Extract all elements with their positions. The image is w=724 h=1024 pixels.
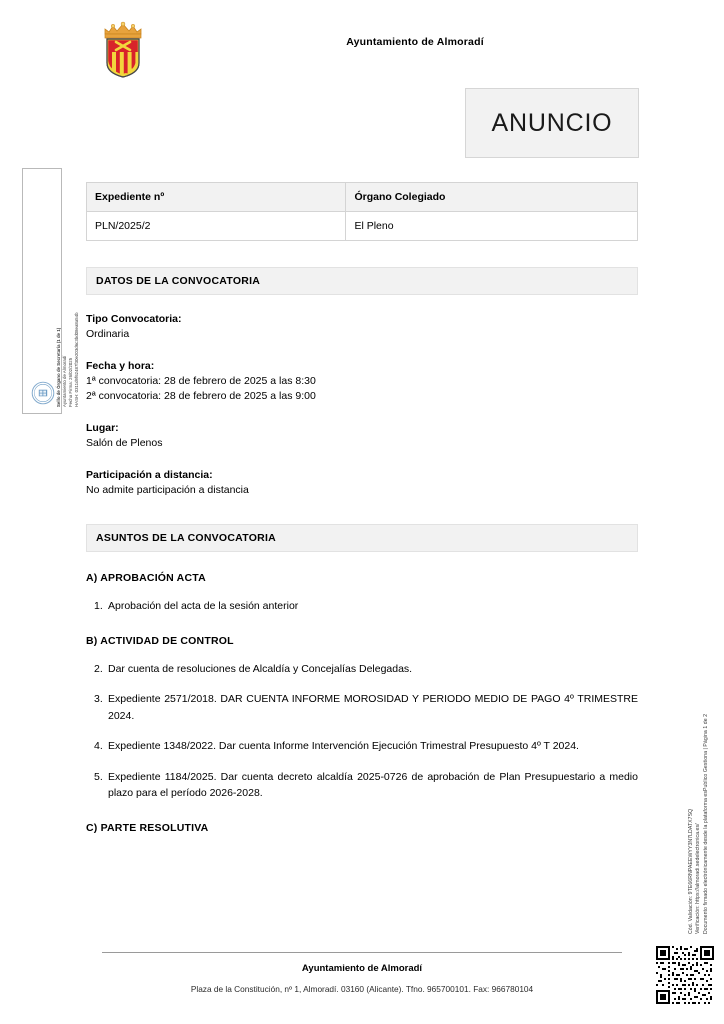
left-signature-sidebar [22,168,80,414]
field-value: No admite participación a distancia [86,484,249,496]
list-item-text: Expediente 2571/2018. DAR CUENTA INFORME MOROSIDAD Y PERIODO MEDIO DE PAGO 4º TRIMESTRE 2024. [108,693,638,722]
left-signature-line-4: HASH: 0311d9f62487f30e203d6c3bd08ea8a54b [74,312,80,407]
list-item [86,598,638,615]
field-fecha-y-hora [86,360,638,404]
field-label: Tipo Convocatoria: [86,313,182,325]
footer-address: Plaza de la Constitución, nº 1, Almoradí. 03160 (Alicante). Tfno. 965700101. Fax: 966780104 [190,984,534,994]
part-heading-b: B) ACTIVIDAD DE CONTROL [86,634,234,647]
list-item [86,738,638,755]
table-row [87,212,638,241]
right-signature-sidebar [664,636,709,936]
list-item-text: Aprobación del acta de la sesión anterior [108,600,299,612]
left-signature-line-3: Fecha Firma: 26/02/2025 [68,357,74,407]
footer-title: Ayuntamiento de Almoradí [301,963,423,974]
field-value: Salón de Plenos [86,437,163,449]
part-heading-c: C) PARTE RESOLUTIVA [86,821,209,834]
verification-url-line: Verificación: https://almoradi.sedelectronica.es/ [695,823,702,934]
expediente-table [86,182,638,241]
anuncio-badge [465,88,639,158]
field-value-segunda-convocatoria: 2ª convocatoria: 28 de febrero de 2025 a las 9:00 [86,390,316,402]
left-signature-line-2: Ayuntamiento de Almoradí [62,355,68,407]
list-item [86,661,638,678]
list-item-number: 5. [94,770,103,783]
left-signature-text-wrap [23,169,80,415]
official-round-seal-icon [31,381,55,405]
section-bar-datos: DATOS DE LA CONVOCATORIA [86,267,638,295]
coat-of-arms-almoradi-icon [96,18,150,80]
qr-code-icon [656,946,714,1004]
left-signature-rotated-text [56,222,80,407]
list-item-text: Expediente 1348/2022. Dar cuenta Informe Intervención Ejecución Trimestral Presupuesto 4º T 2024. [108,740,579,752]
validation-code-line: Cód. Validación: 9TE66RNPAEEWYY3N7LDATX7SQ [688,808,694,934]
list-item-text: Dar cuenta de resoluciones de Alcaldía y Concejalías Delegadas. [108,662,413,675]
part-heading-a: A) APROBACIÓN ACTA [86,572,206,584]
field-label: Fecha y hora: [86,360,155,372]
document-body [86,182,638,834]
list-item [86,769,638,802]
field-participacion-a-distancia [86,469,638,498]
list-item-number: 4. [94,740,103,752]
table-header-row [87,183,638,212]
table-header-organo: Órgano Colegiado [346,183,638,212]
field-value: Ordinaria [86,328,130,340]
agenda-list-b [86,661,638,802]
list-item-number: 3. [94,693,103,705]
left-signature-line-1: Sello de Órgano de Secretaría (1 de 1) [56,327,61,407]
cell-expediente-numero: PLN/2025/2 [87,212,346,241]
footer-divider [102,952,622,953]
field-value-primera-convocatoria: 1ª convocatoria: 28 de febrero de 2025 a las 8:30 [86,375,316,387]
list-item [86,691,638,724]
electronic-signature-line: Documento firmado electrónicamente desde la plataforma esPublico Gestiona | Página 1 de 2 [702,713,709,934]
list-item-number: 2. [94,662,103,675]
page-title: Ayuntamiento de Almoradí [346,36,484,48]
right-signature-rotated-text [688,634,710,934]
field-tipo-convocatoria [86,313,638,342]
field-lugar [86,422,638,451]
agenda-list-a [86,598,638,615]
list-item-text: Expediente 1184/2025. Dar cuenta decreto alcaldía 2025-0726 de aprobación de Plan Presupuestario a medio plazo para el período 2026-2028. [108,770,638,799]
table-header-expediente: Expediente nº [87,183,346,212]
cell-organo-colegiado: El Pleno [346,212,638,241]
anuncio-label: ANUNCIO [491,108,613,137]
field-label: Participación a distancia: [86,469,213,481]
field-label: Lugar: [86,422,119,434]
list-item-number: 1. [94,600,103,612]
section-bar-asuntos: ASUNTOS DE LA CONVOCATORIA [86,524,638,552]
